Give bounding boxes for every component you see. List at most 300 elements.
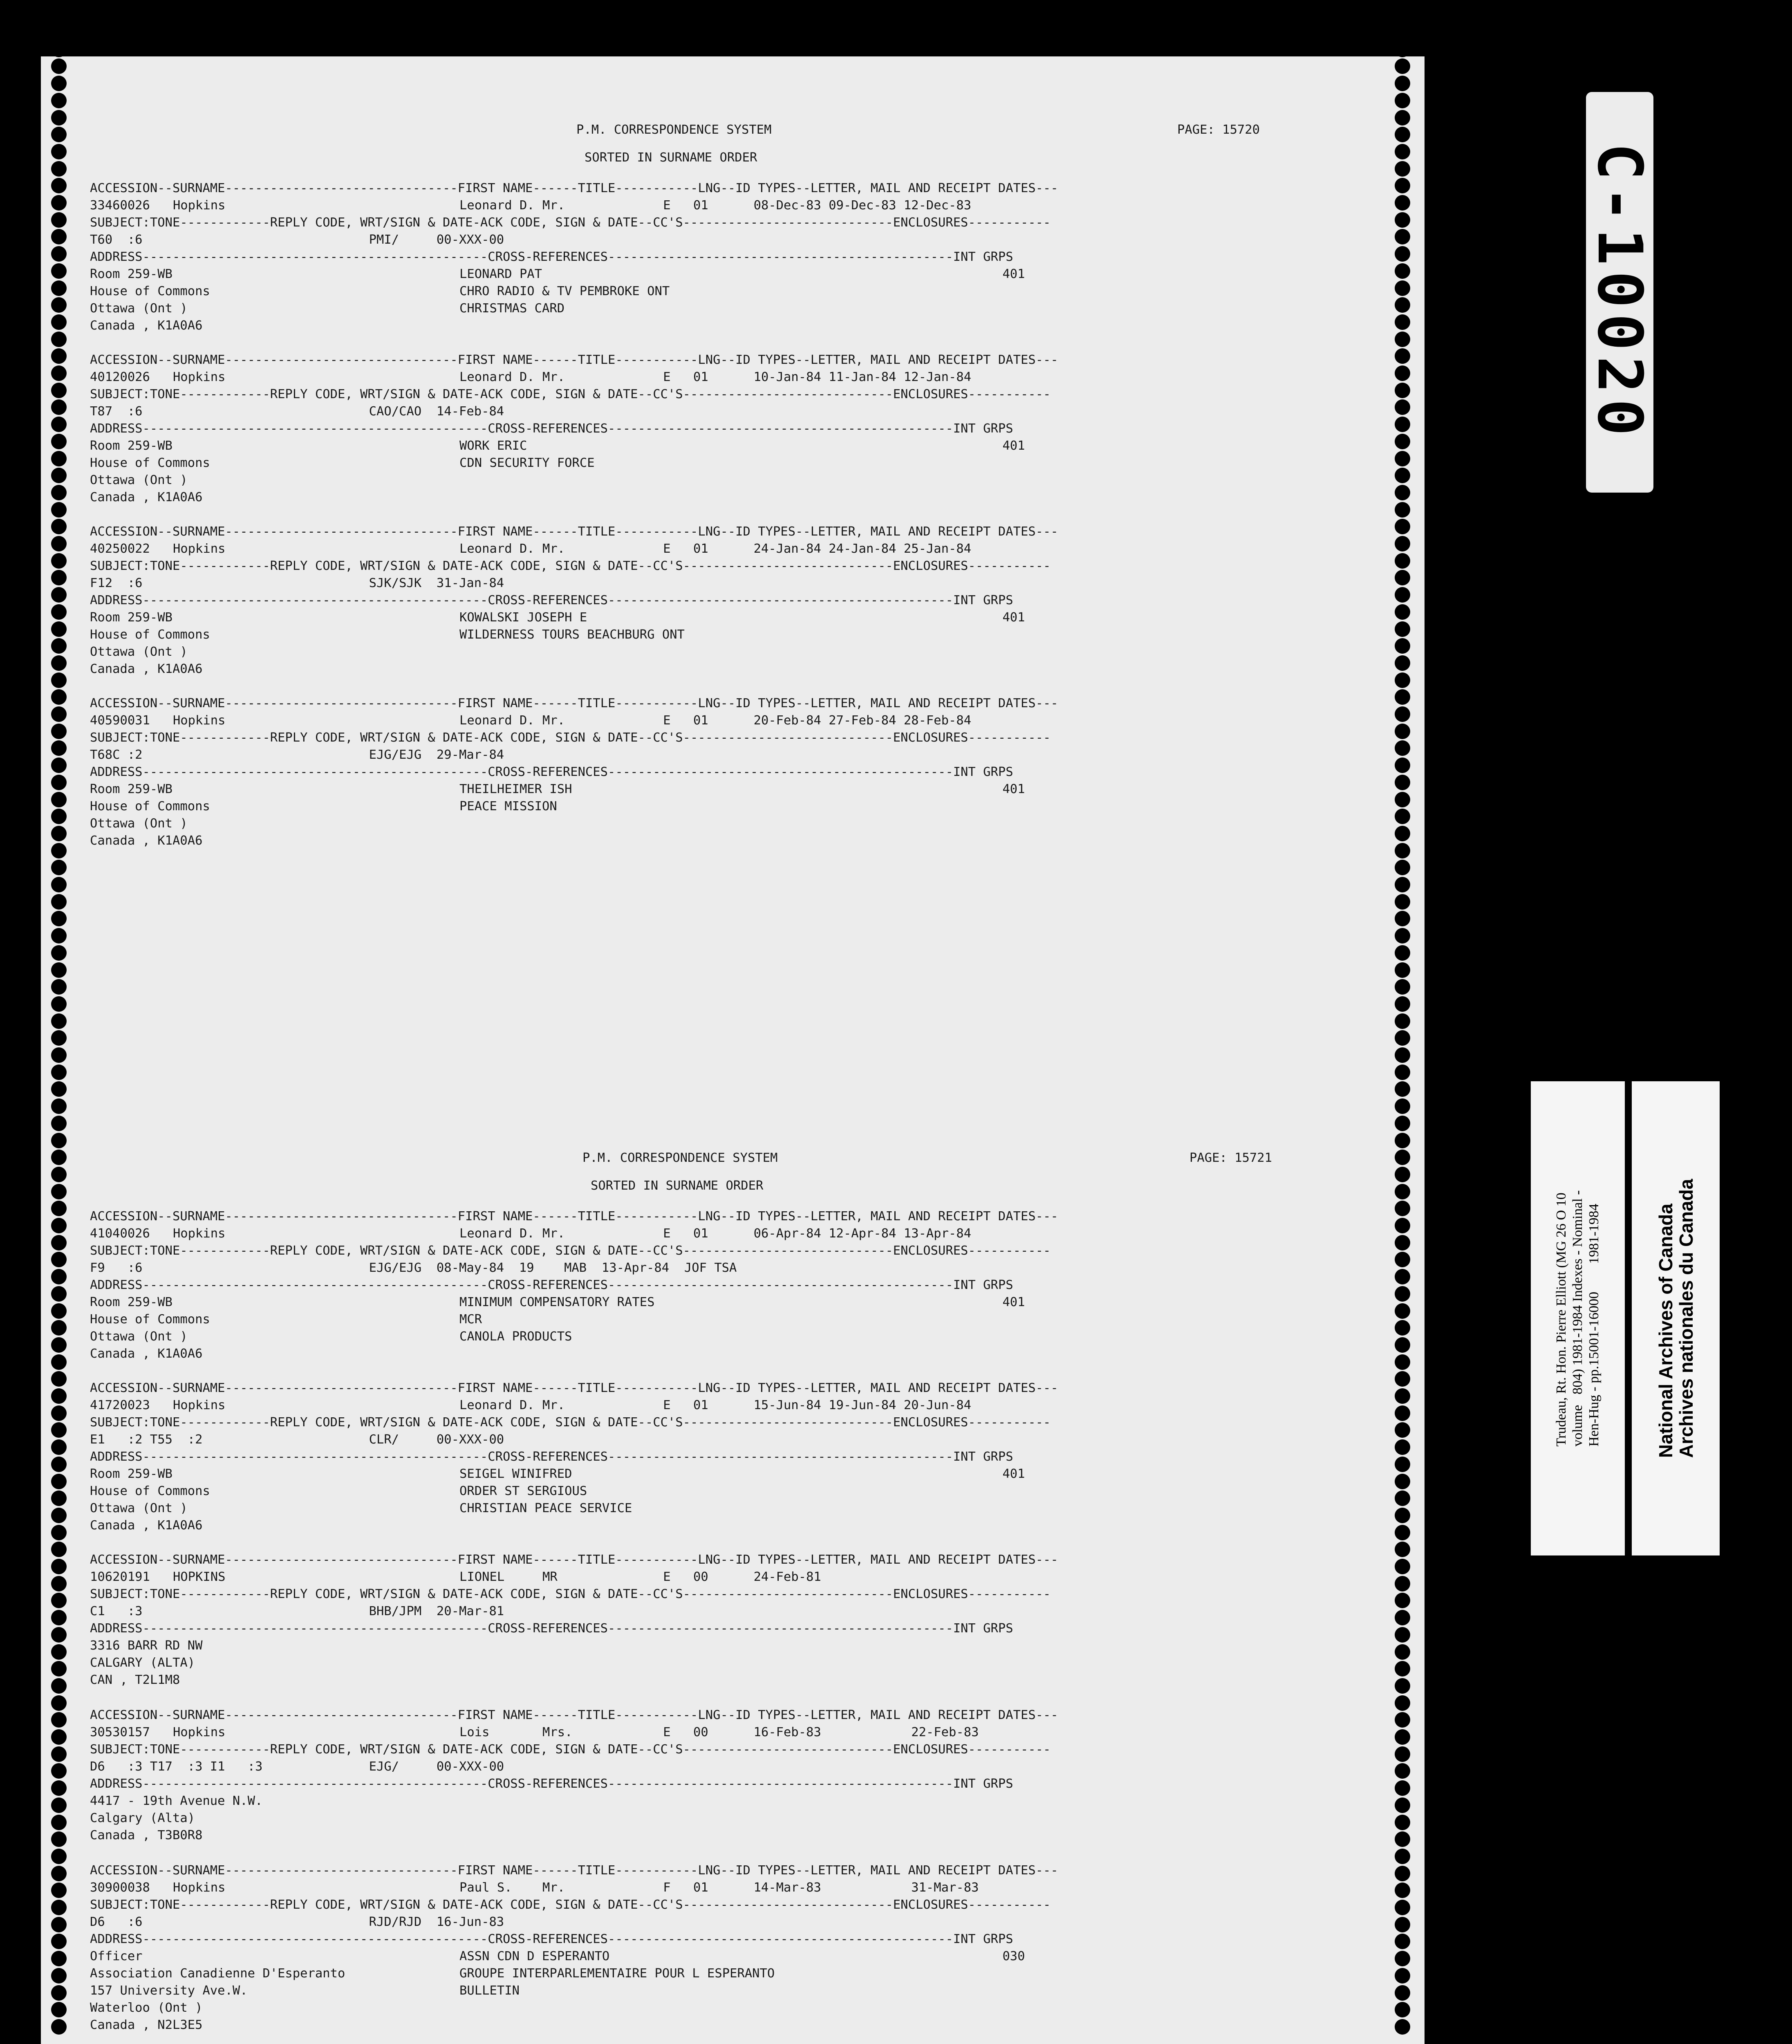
address-line: Ottawa (Ont ) — [90, 645, 188, 659]
id-type: 01 — [693, 1880, 708, 1895]
tractor-hole — [1395, 1388, 1410, 1404]
accession-number: 30900038 — [90, 1880, 150, 1895]
tractor-hole — [1395, 1269, 1410, 1284]
accession-number: 30530157 — [90, 1725, 150, 1739]
tractor-hole — [51, 144, 67, 159]
language: E — [663, 1398, 671, 1412]
address-line: Ottawa (Ont ) — [90, 1501, 188, 1515]
tractor-hole — [51, 979, 67, 995]
first-name: Leonard D. — [459, 370, 535, 384]
language: E — [663, 1725, 671, 1739]
tractor-hole — [1395, 1576, 1410, 1591]
tractor-hole — [1395, 1712, 1410, 1728]
tractor-hole — [51, 1116, 67, 1131]
field-header-1: ACCESSION--SURNAME-------------------------------FIRST NAME------TITLE-----------LNG--ID TYPES--LETTER, MAIL AND RECEIPT DATES--- — [90, 1381, 1058, 1395]
reply-code: SJK/SJK 31-Jan-84 — [369, 576, 504, 590]
tractor-hole — [51, 1968, 67, 1983]
cross-reference: PEACE MISSION — [459, 799, 557, 814]
tractor-hole — [51, 263, 67, 279]
tractor-hole — [1395, 536, 1410, 551]
address-line-row — [90, 609, 1357, 626]
record-header-line — [90, 1208, 1357, 1225]
tractor-hole — [1395, 894, 1410, 910]
address-line-row — [90, 798, 1357, 815]
record-header-line — [90, 352, 1357, 369]
id-type: 01 — [693, 1398, 708, 1412]
address-line: House of Commons — [90, 284, 210, 298]
cross-reference: CANOLA PRODUCTS — [459, 1329, 572, 1344]
tractor-hole — [1395, 1797, 1410, 1813]
tractor-hole — [51, 2019, 67, 2035]
subject-tone: T68C :2 — [90, 748, 143, 762]
record-values-line — [90, 1225, 1357, 1242]
tractor-hole — [51, 894, 67, 910]
tractor-hole — [51, 1610, 67, 1625]
address-line-row — [90, 1948, 1357, 1965]
address-line-row — [90, 781, 1357, 798]
tractor-hole — [51, 1917, 67, 1932]
tractor-hole — [1395, 212, 1410, 228]
address-line: House of Commons — [90, 628, 210, 642]
tractor-hole — [51, 1593, 67, 1608]
tractor-hole — [1395, 553, 1410, 569]
field-header-1: ACCESSION--SURNAME-------------------------------FIRST NAME------TITLE-----------LNG--ID TYPES--LETTER, MAIL AND RECEIPT DATES--- — [90, 696, 1058, 710]
tractor-hole — [51, 314, 67, 330]
subject-tone: D6 :6 — [90, 1915, 143, 1929]
tractor-hole — [51, 1763, 67, 1779]
address-header-line — [90, 420, 1357, 437]
tractor-hole — [51, 1337, 67, 1353]
tractor-hole — [51, 758, 67, 773]
tractor-hole — [1395, 127, 1410, 142]
int-grps: 401 — [1002, 1467, 1025, 1481]
address-line-row — [90, 1999, 1357, 2017]
subject-tone: T87 :6 — [90, 404, 143, 419]
record-values-line — [90, 1879, 1357, 1896]
tractor-hole — [1395, 1917, 1410, 1932]
address-line: Room 259-WB — [90, 267, 172, 281]
tractor-hole — [1395, 365, 1410, 381]
tractor-hole — [1395, 297, 1410, 313]
title: Mr. — [542, 1880, 565, 1895]
tractor-hole — [1395, 689, 1410, 705]
dates: 20-Feb-84 27-Feb-84 28-Feb-84 — [753, 713, 972, 728]
id-type: 01 — [693, 713, 708, 728]
subject-header-line — [90, 386, 1357, 403]
tractor-hole — [1395, 826, 1410, 841]
field-header-3: ADDRESS----------------------------------------------CROSS-REFERENCES----------------------------------------------INT GRPS — [90, 421, 1013, 436]
tractor-hole — [51, 826, 67, 841]
tractor-hole — [1395, 42, 1410, 57]
microfilm-reel-stamp — [1586, 92, 1653, 493]
tractor-hole — [51, 178, 67, 193]
dates: 16-Feb-83 22-Feb-83 — [753, 1725, 979, 1739]
title: Mr. — [542, 542, 565, 556]
tractor-hole — [51, 485, 67, 500]
subject-values-line — [90, 1431, 1357, 1448]
field-header-2: SUBJECT:TONE------------REPLY CODE, WRT/SIGN & DATE-ACK CODE, SIGN & DATE--CC'S----------------------------ENCLOSURES----------- — [90, 215, 1051, 230]
tractor-hole — [1395, 1934, 1410, 1949]
tractor-hole — [1395, 724, 1410, 739]
tractor-hole — [51, 1883, 67, 1898]
tractor-hole — [51, 1934, 67, 1949]
system-title: P.M. CORRESPONDENCE SYSTEM — [576, 123, 772, 137]
page-label: PAGE: — [1189, 1151, 1227, 1165]
tractor-hole — [51, 502, 67, 518]
field-header-2: SUBJECT:TONE------------REPLY CODE, WRT/SIGN & DATE-ACK CODE, SIGN & DATE--CC'S----------------------------ENCLOSURES----------- — [90, 1898, 1051, 1912]
tractor-hole — [51, 76, 67, 91]
surname: Hopkins — [172, 1880, 226, 1895]
tractor-hole — [51, 1780, 67, 1796]
reply-code: EJG/EJG 29-Mar-84 — [369, 748, 504, 762]
sort-label: SORTED IN SURNAME ORDER — [585, 150, 757, 165]
tractor-hole — [1395, 604, 1410, 620]
tractor-hole — [1395, 1559, 1410, 1574]
cross-reference: SEIGEL WINIFRED — [459, 1467, 572, 1481]
tractor-hole — [51, 1866, 67, 1881]
tractor-hole — [51, 1252, 67, 1267]
address-header-line — [90, 1620, 1357, 1637]
tractor-hole — [51, 962, 67, 978]
field-header-3: ADDRESS----------------------------------------------CROSS-REFERENCES----------------------------------------------INT GRPS — [90, 250, 1013, 264]
sort-label: SORTED IN SURNAME ORDER — [591, 1179, 764, 1193]
subject-tone: F12 :6 — [90, 576, 143, 590]
record-values-line — [90, 1724, 1357, 1741]
tractor-hole — [51, 570, 67, 585]
tractor-hole — [1395, 638, 1410, 654]
institution-name — [1655, 1179, 1696, 1458]
tractor-hole — [51, 2002, 67, 2017]
tractor-hole — [51, 877, 67, 892]
surname: HOPKINS — [172, 1570, 226, 1584]
tractor-hole — [1395, 1286, 1410, 1302]
surname: Hopkins — [172, 1725, 226, 1739]
tractor-hole — [1395, 621, 1410, 637]
tractor-hole — [1395, 519, 1410, 534]
tractor-hole — [51, 928, 67, 944]
tractor-hole — [51, 1422, 67, 1438]
subject-header-line — [90, 1242, 1357, 1260]
tractor-hole — [51, 1849, 67, 1864]
page-label: PAGE: — [1177, 123, 1215, 137]
tractor-hole — [1395, 1831, 1410, 1847]
first-name: LIONEL — [459, 1570, 505, 1584]
tractor-hole — [51, 536, 67, 551]
address-line: Canada , K1A0A6 — [90, 662, 203, 676]
tractor-hole — [51, 911, 67, 926]
address-line-row — [90, 1466, 1357, 1483]
field-header-3: ADDRESS----------------------------------------------CROSS-REFERENCES----------------------------------------------INT GRPS — [90, 593, 1013, 607]
record-header-line — [90, 1707, 1357, 1724]
tractor-hole — [51, 434, 67, 449]
tractor-hole — [1395, 161, 1410, 177]
tractor-hole — [51, 1320, 67, 1336]
subject-values-line — [90, 1260, 1357, 1277]
tractor-hole — [1395, 1849, 1410, 1864]
page-number-value: 15721 — [1234, 1151, 1272, 1165]
address-line-row — [90, 489, 1357, 506]
tractor-hole — [1395, 1098, 1410, 1114]
tractor-hole — [1395, 314, 1410, 330]
page-header — [90, 123, 1357, 165]
tractor-hole — [1395, 263, 1410, 279]
cross-reference: ASSN CDN D ESPERANTO — [459, 1949, 610, 1963]
tractor-holes-left — [51, 25, 76, 2044]
address-line-row — [90, 1810, 1357, 1827]
address-line-row — [90, 1517, 1357, 1534]
tractor-hole — [1395, 1150, 1410, 1165]
address-line-row — [90, 2017, 1357, 2034]
address-line-row — [90, 266, 1357, 283]
reply-code: CLR/ 00-XXX-00 — [369, 1432, 504, 1447]
tractor-hole — [51, 1218, 67, 1233]
first-name: Leonard D. — [459, 542, 535, 556]
tractor-hole — [1395, 1030, 1410, 1046]
tractor-hole — [1395, 775, 1410, 790]
address-line: 4417 - 19th Avenue N.W. — [90, 1794, 263, 1808]
page-header — [90, 1151, 1357, 1193]
cross-reference: ORDER ST SERGIOUS — [459, 1484, 587, 1498]
tractor-hole — [1395, 1508, 1410, 1523]
tractor-hole — [1395, 587, 1410, 603]
cross-reference: THEILHEIMER ISH — [459, 782, 572, 796]
subject-header-line — [90, 1896, 1357, 1914]
tractor-hole — [1395, 1593, 1410, 1608]
reel-number: C-10020 — [1584, 143, 1655, 442]
subject-values-line — [90, 1914, 1357, 1931]
address-line: Canada , K1A0A6 — [90, 834, 203, 848]
tractor-hole — [51, 1985, 67, 2001]
subject-tone: D6 :3 T17 :3 I1 :3 — [90, 1759, 263, 1774]
fonds-line: volume 804) 1981-1984 Indexes - Nominal - — [1570, 1190, 1585, 1447]
field-header-2: SUBJECT:TONE------------REPLY CODE, WRT/SIGN & DATE-ACK CODE, SIGN & DATE--CC'S----------------------------ENCLOSURES----------- — [90, 1742, 1051, 1757]
tractor-hole — [51, 332, 67, 347]
address-line-row — [90, 1982, 1357, 1999]
tractor-hole — [51, 1235, 67, 1251]
language: E — [663, 198, 671, 213]
tractor-hole — [1395, 348, 1410, 364]
cross-reference: MINIMUM COMPENSATORY RATES — [459, 1295, 655, 1309]
tractor-hole — [1395, 1815, 1410, 1830]
subject-tone: C1 :3 — [90, 1604, 143, 1618]
cross-reference: CDN SECURITY FORCE — [459, 456, 595, 470]
tractor-hole — [1395, 1439, 1410, 1455]
tractor-hole — [1395, 928, 1410, 944]
tractor-hole — [51, 621, 67, 637]
tractor-hole — [1395, 1729, 1410, 1745]
id-type: 00 — [693, 1570, 708, 1584]
title: Mr. — [542, 1398, 565, 1412]
first-name: Leonard D. — [459, 198, 535, 213]
address-line: Room 259-WB — [90, 439, 172, 453]
record-entry — [90, 1551, 1357, 1689]
address-line: 3316 BARR RD NW — [90, 1638, 203, 1653]
address-line-row — [90, 815, 1357, 832]
tractor-hole — [51, 775, 67, 790]
address-header-line — [90, 1448, 1357, 1466]
tractor-hole — [1395, 1695, 1410, 1711]
fonds-description — [1553, 1190, 1602, 1447]
record-values-line — [90, 1569, 1357, 1586]
field-header-1: ACCESSION--SURNAME-------------------------------FIRST NAME------TITLE-----------LNG--ID TYPES--LETTER, MAIL AND RECEIPT DATES--- — [90, 181, 1058, 195]
record-entry — [90, 523, 1357, 678]
tractor-hole — [1395, 672, 1410, 688]
tractor-hole — [1395, 280, 1410, 296]
id-type: 01 — [693, 370, 708, 384]
tractor-hole — [1395, 1985, 1410, 2001]
record-entry — [90, 352, 1357, 506]
address-line-row — [90, 626, 1357, 643]
tractor-hole — [51, 1508, 67, 1523]
address-line: Waterloo (Ont ) — [90, 2001, 203, 2015]
address-line: Ottawa (Ont ) — [90, 473, 188, 487]
subject-header-line — [90, 1741, 1357, 1758]
subject-values-line — [90, 1758, 1357, 1775]
subject-tone: T60 :6 — [90, 233, 143, 247]
address-line-row — [90, 283, 1357, 300]
record-values-line — [90, 197, 1357, 214]
record-values-line — [90, 712, 1357, 729]
tractor-hole — [1395, 1746, 1410, 1762]
field-header-2: SUBJECT:TONE------------REPLY CODE, WRT/SIGN & DATE-ACK CODE, SIGN & DATE--CC'S----------------------------ENCLOSURES----------- — [90, 387, 1051, 401]
tractor-hole — [1395, 1167, 1410, 1182]
dates: 24-Jan-84 24-Jan-84 25-Jan-84 — [753, 542, 972, 556]
reply-code: BHB/JPM 20-Mar-81 — [369, 1604, 504, 1618]
tractor-hole — [1395, 1951, 1410, 1966]
tractor-hole — [1395, 229, 1410, 244]
tractor-hole — [51, 451, 67, 466]
tractor-hole — [1395, 1610, 1410, 1625]
record-entry — [90, 695, 1357, 849]
address-header-line — [90, 764, 1357, 781]
field-header-1: ACCESSION--SURNAME-------------------------------FIRST NAME------TITLE-----------LNG--ID TYPES--LETTER, MAIL AND RECEIPT DATES--- — [90, 1863, 1058, 1878]
surname: Hopkins — [172, 198, 226, 213]
field-header-2: SUBJECT:TONE------------REPLY CODE, WRT/SIGN & DATE-ACK CODE, SIGN & DATE--CC'S----------------------------ENCLOSURES----------- — [90, 1415, 1051, 1430]
address-line-row — [90, 1827, 1357, 1844]
tractor-hole — [51, 297, 67, 313]
tractor-hole — [51, 1644, 67, 1660]
tractor-hole — [51, 58, 67, 74]
tractor-hole — [51, 1150, 67, 1165]
reply-code: EJG/EJG 08-May-84 19 MAB 13-Apr-84 JOF TSA — [369, 1261, 737, 1275]
subject-tone: E1 :2 T55 :2 — [90, 1432, 203, 1447]
first-name: Leonard D. — [459, 713, 535, 728]
address-line-row — [90, 1311, 1357, 1328]
int-grps: 401 — [1002, 1295, 1025, 1309]
tractor-hole — [51, 843, 67, 858]
address-line: Association Canadienne D'Esperanto — [90, 1966, 345, 1981]
surname: Hopkins — [172, 542, 226, 556]
tractor-hole — [1395, 2002, 1410, 2017]
language: E — [663, 1570, 671, 1584]
tractor-hole — [51, 42, 67, 57]
address-line-row — [90, 832, 1357, 849]
dates: 14-Mar-83 31-Mar-83 — [753, 1880, 979, 1895]
page-number-value: 15720 — [1222, 123, 1260, 137]
cross-reference: MCR — [459, 1312, 482, 1327]
tractor-hole — [51, 672, 67, 688]
tractor-hole — [1395, 1354, 1410, 1370]
address-line-row — [90, 1328, 1357, 1345]
address-line-row — [90, 472, 1357, 489]
tractor-hole — [51, 1457, 67, 1472]
tractor-hole — [1395, 58, 1410, 74]
tractor-hole — [1395, 1866, 1410, 1881]
tractor-hole — [1395, 1883, 1410, 1898]
id-type: 00 — [693, 1725, 708, 1739]
cross-reference: BULLETIN — [459, 1983, 520, 1998]
address-line-row — [90, 300, 1357, 317]
tractor-hole — [1395, 843, 1410, 858]
tractor-hole — [51, 1542, 67, 1557]
address-header-line — [90, 1931, 1357, 1948]
tractor-hole — [51, 1405, 67, 1421]
tractor-hole — [1395, 2019, 1410, 2035]
subject-header-line — [90, 729, 1357, 746]
tractor-hole — [51, 1388, 67, 1404]
tractor-hole — [1395, 1405, 1410, 1421]
tractor-hole — [1395, 911, 1410, 926]
accession-number: 33460026 — [90, 198, 150, 213]
accession-number: 41040026 — [90, 1226, 150, 1241]
address-line: CALGARY (ALTA) — [90, 1656, 195, 1670]
tractor-hole — [51, 740, 67, 756]
reply-code: PMI/ 00-XXX-00 — [369, 233, 504, 247]
tractor-hole — [51, 1951, 67, 1966]
dates: 24-Feb-81 — [753, 1570, 821, 1584]
tractor-hole — [51, 399, 67, 415]
subject-values-line — [90, 231, 1357, 249]
cross-reference: CHRISTMAS CARD — [459, 301, 565, 316]
tractor-hole — [51, 110, 67, 126]
tractor-hole — [1395, 434, 1410, 449]
tractor-hole — [51, 604, 67, 620]
surname: Hopkins — [172, 1398, 226, 1412]
tractor-hole — [51, 706, 67, 722]
page-number — [1177, 123, 1260, 137]
address-header-line — [90, 1277, 1357, 1294]
title: Mr. — [542, 370, 565, 384]
address-line-row — [90, 317, 1357, 334]
title: Mrs. — [542, 1725, 573, 1739]
field-header-3: ADDRESS----------------------------------------------CROSS-REFERENCES----------------------------------------------INT GRPS — [90, 1932, 1013, 1946]
address-line-row — [90, 1672, 1357, 1689]
tractor-hole — [51, 860, 67, 875]
tractor-hole — [1395, 1542, 1410, 1557]
int-grps: 401 — [1002, 439, 1025, 453]
tractor-hole — [51, 229, 67, 244]
tractor-hole — [51, 280, 67, 296]
address-line: CAN , T2L1M8 — [90, 1673, 180, 1687]
address-line-row — [90, 455, 1357, 472]
address-line: Calgary (Alta) — [90, 1811, 195, 1825]
record-header-line — [90, 523, 1357, 540]
tractor-hole — [1395, 962, 1410, 978]
tractor-hole — [51, 655, 67, 671]
reply-code: EJG/ 00-XXX-00 — [369, 1759, 504, 1774]
tractor-hole — [1395, 468, 1410, 483]
tractor-hole — [51, 417, 67, 432]
tractor-hole — [1395, 740, 1410, 756]
tractor-hole — [1395, 758, 1410, 773]
subject-values-line — [90, 746, 1357, 764]
int-grps: 401 — [1002, 610, 1025, 625]
field-header-1: ACCESSION--SURNAME-------------------------------FIRST NAME------TITLE-----------LNG--ID TYPES--LETTER, MAIL AND RECEIPT DATES--- — [90, 1708, 1058, 1722]
id-type: 01 — [693, 542, 708, 556]
tractor-hole — [1395, 332, 1410, 347]
fonds-line: Trudeau, Rt. Hon. Pierre Elliott (MG 26 O 10 — [1554, 1192, 1569, 1447]
cross-reference: CHRO RADIO & TV PEMBROKE ONT — [459, 284, 670, 298]
